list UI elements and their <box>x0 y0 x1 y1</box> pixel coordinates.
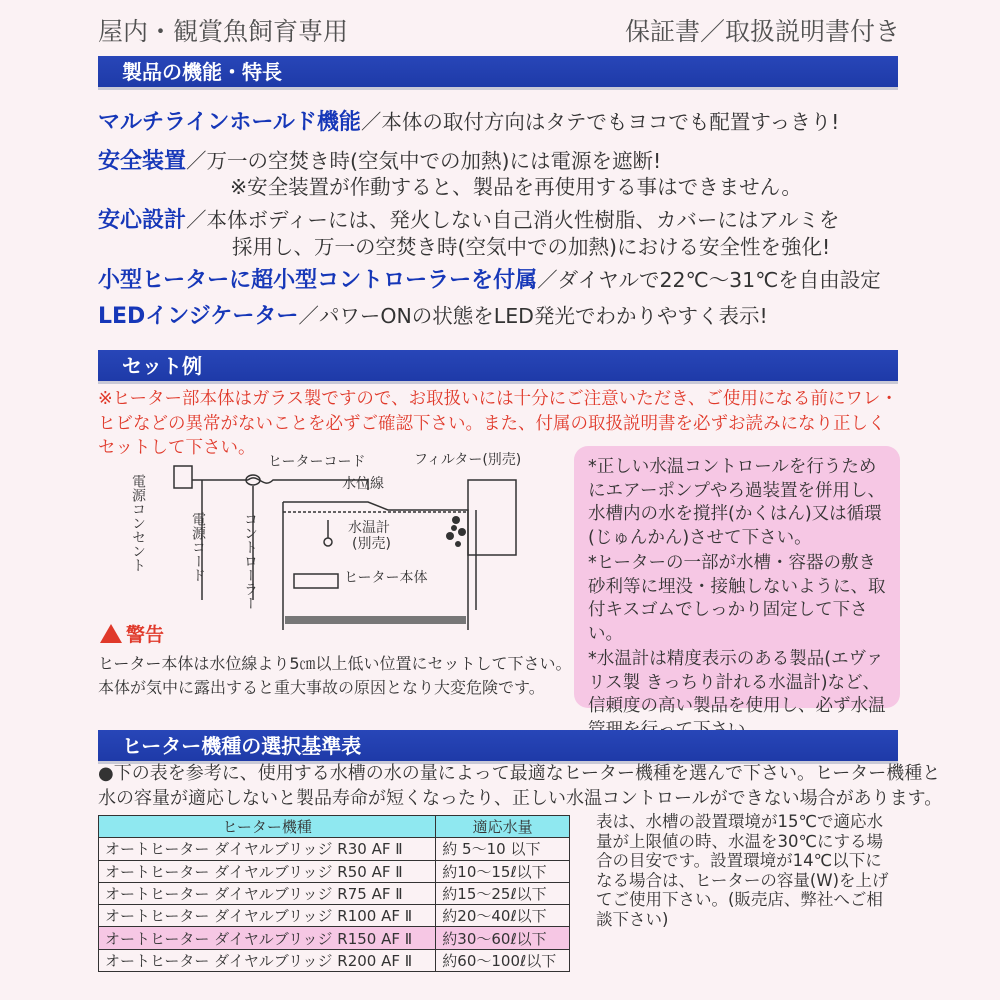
outlet-shape <box>174 466 192 488</box>
feature-5 <box>98 299 768 330</box>
label-power-cord: 電源コード <box>190 512 206 582</box>
pink-note-2: *ヒーターの一部が水槽・容器の敷き砂利等に埋没・接触しないように、取付キスゴムでしっかり固定して下さい。 <box>588 553 886 644</box>
warning-icon <box>100 624 122 643</box>
filter-shape <box>468 480 516 555</box>
table-cell-model: オートヒーター ダイヤルブリッジ R100 AF Ⅱ <box>99 905 436 927</box>
feature-4-text: ／ダイヤルで22℃～31℃を自由設定 <box>537 268 881 292</box>
table-cell-volume: 約10～15ℓ以下 <box>436 860 570 882</box>
feature-2-text: ／万一の空焚き時(空気中での加熱)には電源を遮断! <box>186 149 662 173</box>
feature-1-text: ／本体の取付方向はタテでもヨコでも配置すっきり! <box>360 110 840 134</box>
table-header-volume: 適応水量 <box>436 816 570 838</box>
warning-line-2: 本体が気中に露出すると重大事故の原因となり大変危険です。 <box>98 678 545 697</box>
aquarium-setup-diagram <box>98 450 538 630</box>
table-cell-model: オートヒーター ダイヤルブリッジ R50 AF Ⅱ <box>99 860 436 882</box>
table-cell-model: オートヒーター ダイヤルブリッジ R150 AF Ⅱ <box>99 927 436 949</box>
pink-note-3: *水温計は精度表示のある製品(エヴァリス製 きっちり計れる水温計)など、信頼度の高い製品を使用し、必ず水温 <box>588 649 886 716</box>
table-cell-model: オートヒーター ダイヤルブリッジ R30 AF Ⅱ <box>99 838 436 860</box>
pink-note-1: *正しい水温コントロールを行うためにエアーポンプやろ過装置を併用し、水槽内の水を撹拌(かくはん)又は循環(じゅんかん)させて下さい。 <box>588 457 885 548</box>
pink-notes-box <box>574 446 900 716</box>
feature-1 <box>98 105 839 136</box>
table-header-model: ヒーター機種 <box>99 816 436 838</box>
heater-selection-table <box>98 815 570 972</box>
warning-line-1: ヒーター本体は水位線より5㎝以上低い位置にセットして下さい。 <box>98 654 572 673</box>
warning-title-text: 警告 <box>126 624 165 646</box>
warning-title <box>100 620 164 647</box>
selection-desc-line-1: ●下の表を参考に、使用する水槽の水の量によって最適なヒーター機種を選んで下さい。ヒーター機種と <box>98 763 941 784</box>
table-row <box>99 949 570 971</box>
feature-2-title: 安全装置 <box>98 149 187 174</box>
table-cell-model: オートヒーター ダイヤルブリッジ R200 AF Ⅱ <box>99 949 436 971</box>
label-filter: フィルター(別売) <box>414 452 522 468</box>
feature-3-line2: 採用し、万一の空焚き時(空気中での加熱)における安全性を強化! <box>232 235 831 259</box>
table-header-row <box>99 816 570 838</box>
table-cell-volume: 約 5～10 以下 <box>436 838 570 860</box>
label-thermometer: 水温計 <box>348 520 390 536</box>
table-cell-volume: 約20～40ℓ以下 <box>436 905 570 927</box>
section-setup-band: セット例 <box>98 350 898 384</box>
label-heater-cord: ヒーターコード <box>268 454 366 470</box>
feature-4-title: 小型ヒーターに超小型コントローラーを付属 <box>98 268 538 293</box>
feature-2-note: ※安全装置が作動すると、製品を再使用する事はできません。 <box>230 175 802 199</box>
label-heater-body: ヒーター本体 <box>344 570 428 586</box>
feature-3-text: ／本体ボディーには、発火しない自己消火性樹脂、カバーにはアルミを <box>186 208 840 232</box>
feature-1-title: マルチラインホールド機能 <box>98 110 361 135</box>
table-row <box>99 882 570 904</box>
table-row <box>99 905 570 927</box>
section-selection-band: ヒーター機種の選択基準表 <box>98 730 898 764</box>
header-left: 屋内・観賞魚飼育専用 <box>98 17 349 46</box>
label-thermometer-sub: (別売) <box>352 536 391 552</box>
table-cell-volume: 約30～60ℓ以下 <box>436 927 570 949</box>
feature-3-title: 安心設計 <box>98 208 187 233</box>
header-right: 保証書／取扱説明書付き <box>624 17 900 46</box>
selection-desc-line-2: 水の容量が適応しないと製品寿命が短くなったり、正しい水温コントロールができない場合があります。 <box>98 787 943 809</box>
table-cell-model: オートヒーター ダイヤルブリッジ R75 AF Ⅱ <box>99 882 436 904</box>
table-cell-volume: 約60～100ℓ以下 <box>436 949 570 971</box>
table-row <box>99 860 570 882</box>
table-cell-volume: 約15～25ℓ以下 <box>436 882 570 904</box>
section-features-band: 製品の機能・特長 <box>98 56 898 90</box>
selection-description <box>98 762 942 811</box>
label-outlet: 電源コンセント <box>130 474 146 572</box>
feature-5-text: ／パワーONの状態をLED発光でわかりやすく表示! <box>298 304 768 328</box>
warning-body <box>98 652 572 700</box>
label-water-line: 水位線 <box>342 476 384 492</box>
label-controller: コントローラー <box>242 512 258 610</box>
feature-5-title: LEDインジケーター <box>98 304 299 329</box>
table-row <box>99 838 570 860</box>
feature-4 <box>98 263 881 294</box>
table-row-highlighted <box>99 927 570 949</box>
setup-caution-note: ※ヒーター部本体はガラス製ですので、お取扱いには十分にご注意いただき、ご使用になる前にワレ・ヒビなどの異常がないことを必ずご確認下さい。また、付属の取扱説明書を必ずお読みになり正しくセットして下さい。 <box>98 389 898 458</box>
heater-shape <box>294 574 338 588</box>
table-side-note: 表は、水槽の設置環境が15℃で適応水量が上限値の時、水温を30℃にする場合の目安です。設置環境が14℃以下になる場合は、ヒーターの容量(W)を上げてご使用下さい。(販売店、弊社へご相談下さい) <box>596 812 889 929</box>
